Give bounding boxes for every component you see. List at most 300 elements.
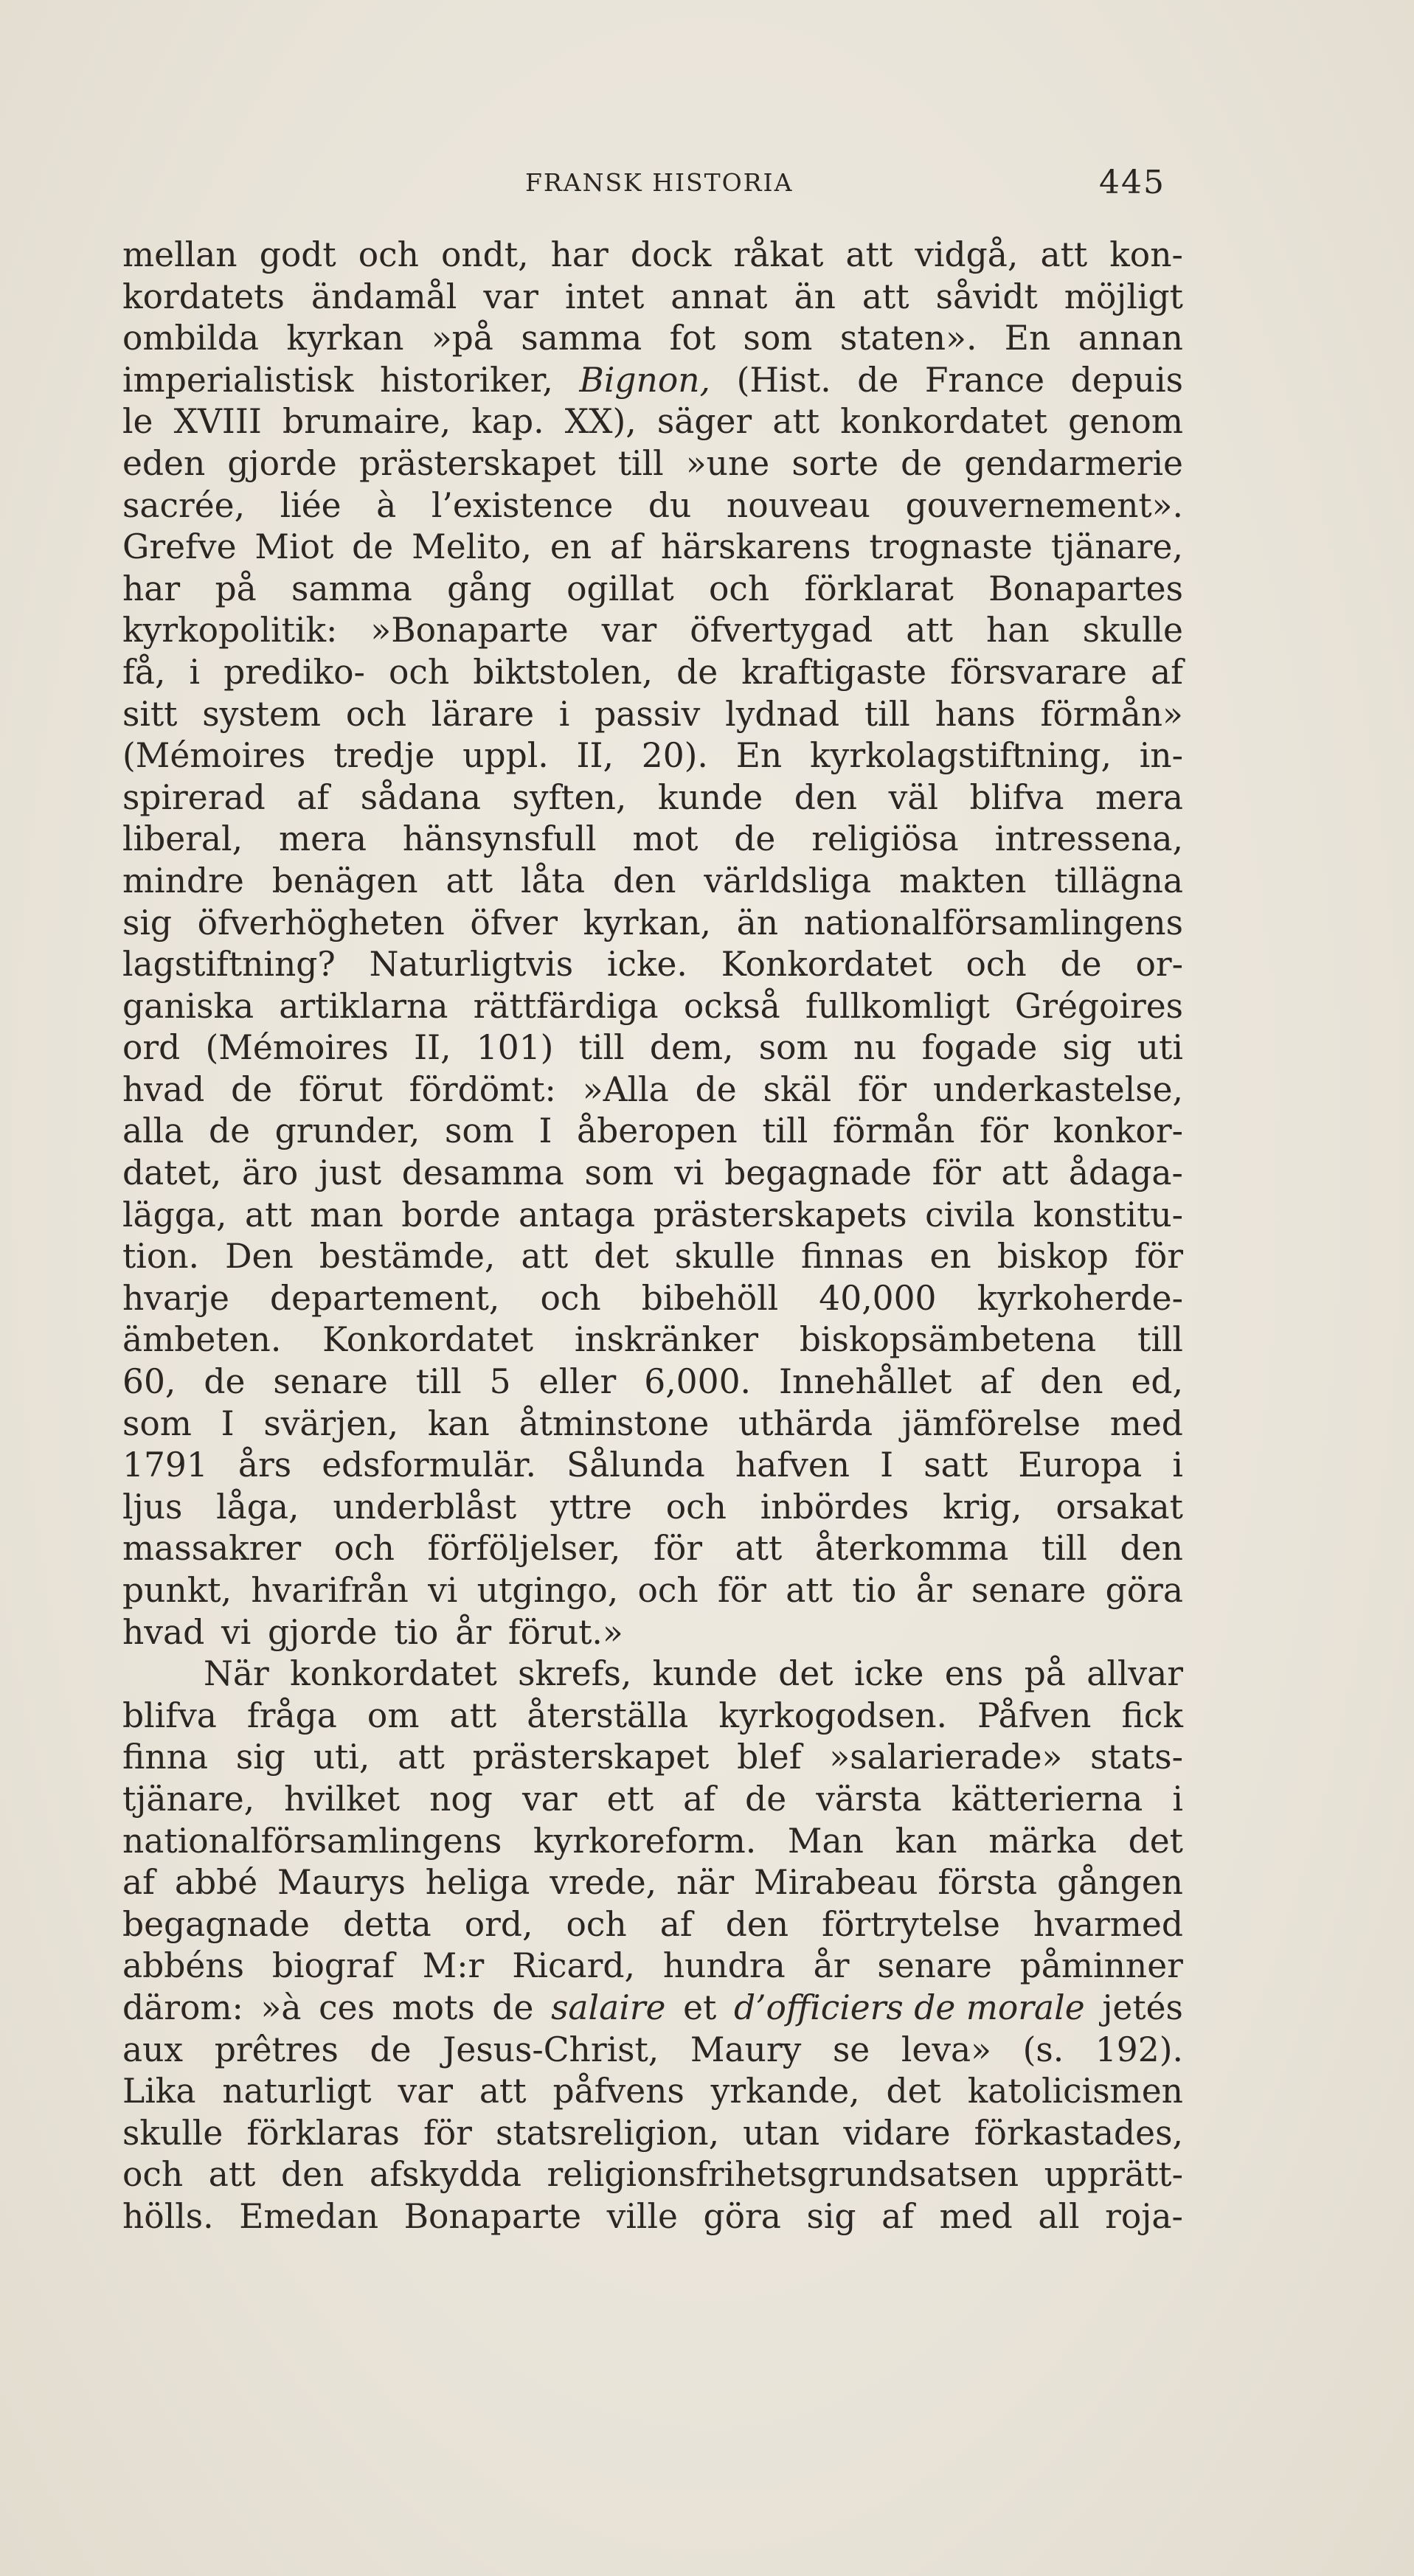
word: den bbox=[794, 777, 858, 817]
text-line bbox=[122, 1862, 1183, 1904]
word: biskopsämbetena bbox=[799, 1320, 1097, 1360]
word: de bbox=[204, 1362, 246, 1402]
word: sacrée, bbox=[122, 485, 246, 525]
word: Grefve bbox=[122, 527, 237, 567]
word: ändamål bbox=[311, 277, 457, 316]
word: aux bbox=[122, 2030, 184, 2069]
word: af bbox=[980, 1362, 1013, 1402]
word: af bbox=[297, 777, 330, 817]
word: eller bbox=[538, 1362, 617, 1402]
word: ed, bbox=[1131, 1362, 1183, 1402]
word: försvarare bbox=[950, 652, 1127, 692]
word: återställa bbox=[527, 1695, 689, 1735]
word: Konkordatet bbox=[322, 1320, 534, 1360]
text-line bbox=[122, 986, 1183, 1028]
word: och bbox=[333, 1529, 395, 1569]
word: inbördes bbox=[760, 1487, 909, 1527]
word: till bbox=[1137, 1320, 1183, 1360]
text-line bbox=[122, 2196, 1183, 2238]
word: förmån bbox=[832, 1111, 955, 1151]
word: skulle bbox=[674, 1237, 775, 1277]
word: gouvernement». bbox=[905, 485, 1183, 525]
word: staten». bbox=[839, 319, 977, 358]
word: kon- bbox=[1109, 235, 1183, 274]
text-line bbox=[122, 819, 1183, 861]
word: uthärda bbox=[738, 1403, 873, 1443]
word: kyrkolagstiftning, bbox=[810, 736, 1112, 776]
word: tjänare, bbox=[122, 1779, 255, 1819]
word: att bbox=[449, 1695, 497, 1735]
word: när bbox=[676, 1863, 735, 1903]
word: trognaste bbox=[869, 527, 1033, 567]
word: blifva bbox=[969, 777, 1064, 817]
text-line bbox=[122, 1153, 1183, 1195]
word: tion. bbox=[122, 1237, 199, 1277]
word: hvilket bbox=[284, 1779, 401, 1819]
word: »Alla bbox=[582, 1069, 669, 1109]
word: den bbox=[281, 2155, 344, 2195]
word: och bbox=[665, 1487, 727, 1527]
word: kunde bbox=[652, 1654, 758, 1694]
word: första bbox=[938, 1863, 1038, 1903]
text-line bbox=[122, 652, 1183, 694]
word: de bbox=[492, 1987, 534, 2027]
word: kan bbox=[427, 1403, 490, 1443]
word: nationalförsamlingens bbox=[122, 1821, 502, 1861]
word: nouveau bbox=[726, 485, 870, 525]
word: samma bbox=[291, 569, 412, 608]
text-line bbox=[122, 1319, 1183, 1361]
word: hvarje bbox=[122, 1278, 229, 1318]
word: än bbox=[736, 903, 779, 942]
text-line bbox=[122, 1653, 1183, 1695]
word: det bbox=[886, 2072, 941, 2111]
word: såvidt bbox=[935, 277, 1038, 316]
word: se bbox=[832, 2030, 870, 2069]
word: senare bbox=[273, 1362, 388, 1402]
word: gendarmerie bbox=[964, 443, 1183, 483]
word: 192). bbox=[1095, 2030, 1183, 2069]
word: för bbox=[1134, 1237, 1183, 1277]
word: som bbox=[758, 1028, 828, 1068]
word: 60, bbox=[122, 1362, 176, 1402]
word: skulle bbox=[1082, 611, 1183, 650]
word: Bonapartes bbox=[988, 569, 1183, 608]
word: le bbox=[122, 402, 153, 442]
word: som bbox=[743, 319, 813, 358]
word: dock bbox=[630, 235, 712, 274]
word: det bbox=[594, 1237, 649, 1277]
word: sådana bbox=[360, 777, 481, 817]
word: passiv bbox=[595, 694, 701, 734]
word: de bbox=[1060, 945, 1102, 985]
word: den bbox=[725, 1904, 789, 1944]
word: utan bbox=[743, 2113, 820, 2153]
text-line bbox=[122, 1027, 1183, 1069]
word: jämförelse bbox=[901, 1403, 1081, 1443]
word: att bbox=[906, 611, 953, 650]
word: Maury bbox=[690, 2030, 802, 2069]
word: också bbox=[683, 986, 780, 1026]
word: Emedan bbox=[239, 2196, 379, 2236]
text-line bbox=[122, 1111, 1183, 1153]
word: förklaras bbox=[246, 2113, 400, 2153]
word: borde bbox=[401, 1195, 501, 1235]
word: återkomma bbox=[814, 1529, 1009, 1569]
word: skrefs, bbox=[518, 1654, 632, 1694]
text-line bbox=[122, 277, 1183, 319]
word: »på bbox=[431, 319, 493, 358]
word: de bbox=[676, 652, 718, 692]
word: biktstolen, bbox=[473, 652, 654, 692]
text-line bbox=[122, 2030, 1183, 2072]
word: liberal, bbox=[122, 819, 243, 859]
word: förut.» bbox=[507, 1612, 623, 1652]
word: det bbox=[778, 1654, 834, 1694]
word: uti bbox=[1137, 1028, 1183, 1068]
word: uti, bbox=[313, 1737, 370, 1777]
word: världsliga bbox=[704, 861, 872, 900]
word: han bbox=[985, 611, 1050, 650]
word: prêtres bbox=[214, 2030, 339, 2069]
word: vi bbox=[674, 1153, 704, 1193]
word: godt bbox=[259, 235, 336, 274]
text-line bbox=[122, 1361, 1183, 1403]
word: sig bbox=[235, 1737, 285, 1777]
word: intressena, bbox=[994, 819, 1183, 859]
word: kyrkoreform. bbox=[533, 1821, 757, 1861]
word: 20). bbox=[641, 736, 708, 776]
word: underblåst bbox=[333, 1487, 517, 1527]
word: XX), bbox=[564, 402, 637, 442]
word: imperialistisk bbox=[122, 360, 354, 400]
word: de bbox=[231, 1069, 273, 1109]
word: religionsfrihetsgrundsatsen bbox=[547, 2155, 1019, 2195]
word: af bbox=[683, 1779, 716, 1819]
word: civila bbox=[925, 1195, 1016, 1235]
word: få, bbox=[122, 652, 166, 692]
word: mot bbox=[632, 819, 699, 859]
word: icke. bbox=[606, 945, 687, 985]
word: för bbox=[423, 2113, 472, 2153]
word: till bbox=[578, 1028, 625, 1068]
word: ombilda bbox=[122, 319, 260, 358]
word: begagnade bbox=[724, 1153, 912, 1193]
word: Jesus-Christ, bbox=[443, 2030, 659, 2069]
text-line bbox=[122, 1570, 1183, 1612]
word: kap. bbox=[471, 402, 544, 442]
word: senare bbox=[971, 1571, 1087, 1610]
word: fördömt: bbox=[409, 1069, 556, 1109]
text-line bbox=[122, 443, 1183, 485]
word: Bignon, bbox=[579, 360, 711, 400]
word: som bbox=[444, 1111, 514, 1151]
word: »une bbox=[685, 443, 770, 483]
word: 5 bbox=[489, 1362, 511, 1402]
word: öfver bbox=[470, 903, 558, 942]
word: i bbox=[1172, 1445, 1183, 1485]
word: blifva bbox=[122, 1695, 217, 1735]
word: har bbox=[550, 235, 609, 274]
word: att bbox=[208, 2155, 256, 2195]
word: gjorde bbox=[268, 1612, 378, 1652]
word: En bbox=[735, 736, 783, 776]
word: gången bbox=[1057, 1863, 1183, 1903]
text-line bbox=[122, 777, 1183, 819]
word: senare bbox=[877, 1946, 992, 1986]
word: Den bbox=[225, 1237, 294, 1277]
word: stats- bbox=[1090, 1737, 1183, 1777]
word: att bbox=[245, 1195, 292, 1235]
word: konkor- bbox=[1053, 1111, 1183, 1151]
word: prästerskapet bbox=[472, 1737, 710, 1777]
word: till bbox=[864, 694, 910, 734]
word: II, bbox=[414, 1028, 451, 1068]
word: i bbox=[558, 694, 570, 734]
word: skulle bbox=[122, 2113, 223, 2153]
word: kan bbox=[895, 1821, 957, 1861]
word: katolicismen bbox=[967, 2072, 1183, 2111]
word: kordatets bbox=[122, 277, 285, 316]
word: att bbox=[845, 235, 893, 274]
word: När bbox=[204, 1654, 269, 1694]
word: för bbox=[980, 1111, 1028, 1151]
word: fullkomligt bbox=[805, 986, 990, 1026]
word: fot bbox=[669, 319, 716, 358]
word: i bbox=[1172, 1779, 1183, 1819]
word: förut bbox=[299, 1069, 383, 1109]
word: och bbox=[345, 694, 406, 734]
word: brumaire, bbox=[282, 402, 451, 442]
word: à bbox=[376, 485, 397, 525]
word: åberopen bbox=[577, 1111, 738, 1151]
word: et bbox=[683, 1987, 717, 2027]
word: konstitu- bbox=[1033, 1195, 1183, 1235]
word: Bonaparte bbox=[403, 2196, 582, 2236]
word: krig, bbox=[943, 1487, 1022, 1527]
text-line bbox=[122, 1821, 1183, 1863]
word: som bbox=[122, 1403, 192, 1443]
word: biskop bbox=[997, 1237, 1109, 1277]
word: och bbox=[540, 1278, 601, 1318]
word: intet bbox=[564, 277, 645, 316]
body-text bbox=[122, 235, 1183, 2238]
word: nu bbox=[853, 1028, 897, 1068]
word: annat bbox=[670, 277, 768, 316]
word: religiösa bbox=[811, 819, 959, 859]
word: de bbox=[734, 819, 776, 859]
word: de bbox=[370, 2030, 412, 2069]
word: och bbox=[358, 235, 419, 274]
word: ådaga- bbox=[1068, 1153, 1183, 1193]
word: till bbox=[617, 443, 664, 483]
word: datet, bbox=[122, 1153, 222, 1193]
word: sig bbox=[1062, 1028, 1112, 1068]
text-line bbox=[122, 1445, 1183, 1487]
word: af bbox=[881, 2196, 915, 2236]
word: tillägna bbox=[1054, 861, 1183, 900]
word: kunde bbox=[657, 777, 763, 817]
word: var bbox=[483, 277, 538, 316]
word: kyrkan bbox=[286, 319, 404, 358]
word: hvarifrån bbox=[251, 1571, 409, 1610]
word: samma bbox=[521, 319, 642, 358]
word: artiklarna bbox=[279, 986, 448, 1026]
word: sig bbox=[122, 903, 173, 942]
text-line bbox=[122, 235, 1183, 277]
word: bestämde, bbox=[319, 1237, 496, 1277]
word: kyrkogodsen. bbox=[718, 1695, 947, 1735]
word: var bbox=[601, 611, 657, 650]
word: prästerskapets bbox=[653, 1195, 907, 1235]
word: vrede, bbox=[550, 1863, 657, 1903]
word: Lika bbox=[122, 2072, 196, 2111]
text-line bbox=[122, 1904, 1183, 1946]
word: M:r bbox=[422, 1946, 485, 1986]
text-line bbox=[122, 735, 1183, 777]
word: detta bbox=[342, 1904, 432, 1944]
word: vidare bbox=[843, 2113, 951, 2153]
word: fråga bbox=[246, 1695, 337, 1735]
word: låga, bbox=[216, 1487, 299, 1527]
text-line bbox=[122, 861, 1183, 903]
word: II, bbox=[576, 736, 614, 776]
word: Påfven bbox=[977, 1695, 1092, 1735]
word: väl bbox=[888, 777, 938, 817]
word: man bbox=[310, 1195, 384, 1235]
word: den bbox=[1120, 1529, 1183, 1569]
word: edsformulär. bbox=[322, 1445, 536, 1485]
word: för bbox=[932, 1153, 981, 1193]
word: mera bbox=[279, 819, 367, 859]
text-line bbox=[122, 2071, 1183, 2113]
text-line bbox=[122, 694, 1183, 736]
word: fogade bbox=[921, 1028, 1038, 1068]
word: lärare bbox=[431, 694, 535, 734]
word: (Mémoires bbox=[205, 1028, 389, 1068]
word: massakrer bbox=[122, 1529, 302, 1569]
word: tio bbox=[394, 1612, 439, 1652]
word: (Hist. bbox=[736, 360, 831, 400]
word: statsreligion, bbox=[496, 2113, 720, 2153]
word: att bbox=[772, 402, 820, 442]
word: begagnade bbox=[122, 1904, 310, 1944]
word: hvad bbox=[122, 1069, 205, 1109]
word: dem, bbox=[649, 1028, 734, 1068]
text-line bbox=[122, 485, 1183, 527]
word: låta bbox=[521, 861, 586, 900]
word: lägga, bbox=[122, 1195, 227, 1235]
word: En bbox=[1004, 319, 1051, 358]
word: det bbox=[1128, 1821, 1183, 1861]
text-line bbox=[122, 1612, 1183, 1654]
word: på bbox=[1024, 1654, 1066, 1694]
word: 6,000. bbox=[644, 1362, 751, 1402]
word: Ricard, bbox=[512, 1946, 635, 1986]
word: och bbox=[122, 2155, 184, 2195]
word: rättfärdiga bbox=[473, 986, 659, 1026]
word: ces bbox=[319, 1987, 375, 2027]
text-line bbox=[122, 1528, 1183, 1570]
word: tredje bbox=[333, 736, 435, 776]
word: af bbox=[610, 527, 642, 567]
word: (Mémoires bbox=[122, 736, 306, 776]
word: nog bbox=[429, 1779, 493, 1819]
word: abbéns bbox=[122, 1946, 244, 1986]
word: grunder, bbox=[274, 1111, 420, 1151]
word: års bbox=[238, 1445, 292, 1485]
text-line bbox=[122, 1779, 1183, 1821]
word: in- bbox=[1139, 736, 1183, 776]
word: d’officiers de morale bbox=[733, 1987, 1085, 2027]
word: »Bonaparte bbox=[370, 611, 569, 650]
word: Innehållet bbox=[778, 1362, 952, 1402]
word: en bbox=[929, 1237, 971, 1277]
word: förklarat bbox=[804, 569, 954, 608]
word: afskydda bbox=[369, 2155, 521, 2195]
text-line bbox=[122, 401, 1183, 443]
word: Europa bbox=[1018, 1445, 1143, 1485]
word: sig bbox=[806, 2196, 856, 2236]
word: historiker, bbox=[379, 360, 553, 400]
text-line bbox=[122, 318, 1183, 360]
word: prediko- bbox=[223, 652, 365, 692]
word: inskränker bbox=[574, 1320, 759, 1360]
word: och bbox=[566, 1904, 627, 1944]
text-line bbox=[122, 2154, 1183, 2196]
running-header bbox=[0, 164, 1414, 212]
word: ganiska bbox=[122, 986, 254, 1026]
word: förkastades, bbox=[974, 2113, 1183, 2153]
page-number: 445 bbox=[1099, 164, 1165, 201]
word: möjligt bbox=[1064, 277, 1183, 316]
word: salaire bbox=[551, 1987, 666, 2027]
word: de bbox=[695, 1069, 737, 1109]
word: af bbox=[122, 1863, 155, 1903]
word: konkordatet bbox=[840, 402, 1047, 442]
text-line bbox=[122, 1278, 1183, 1320]
word: »à bbox=[260, 1987, 302, 2027]
word: med bbox=[939, 2196, 1013, 2236]
word: jetés bbox=[1102, 1987, 1183, 2027]
word: punkt, bbox=[122, 1571, 232, 1610]
word: Konkordatet bbox=[721, 945, 932, 985]
word: för bbox=[858, 1069, 907, 1109]
word: system bbox=[202, 694, 322, 734]
word: Mirabeau bbox=[754, 1863, 918, 1903]
word: till bbox=[1041, 1529, 1087, 1569]
word: förmån» bbox=[1040, 694, 1183, 734]
word: göra bbox=[703, 2196, 781, 2236]
word: mellan bbox=[122, 235, 238, 274]
word: vi bbox=[428, 1571, 458, 1610]
word: kätterierna bbox=[951, 1779, 1143, 1819]
word: hvad bbox=[122, 1612, 205, 1652]
word: ämbeten. bbox=[122, 1320, 282, 1360]
word: att bbox=[521, 1237, 569, 1277]
word: 40,000 bbox=[819, 1278, 937, 1318]
text-line bbox=[122, 1069, 1183, 1111]
text-line bbox=[122, 1987, 1183, 2030]
word: än bbox=[794, 277, 836, 316]
word: makten bbox=[899, 861, 1027, 900]
word: därom: bbox=[122, 1987, 243, 2027]
word: benägen bbox=[271, 861, 418, 900]
word: mera bbox=[1095, 777, 1183, 817]
word: annan bbox=[1078, 319, 1183, 358]
word: ord, bbox=[464, 1904, 533, 1944]
word: biograf bbox=[271, 1946, 395, 1986]
